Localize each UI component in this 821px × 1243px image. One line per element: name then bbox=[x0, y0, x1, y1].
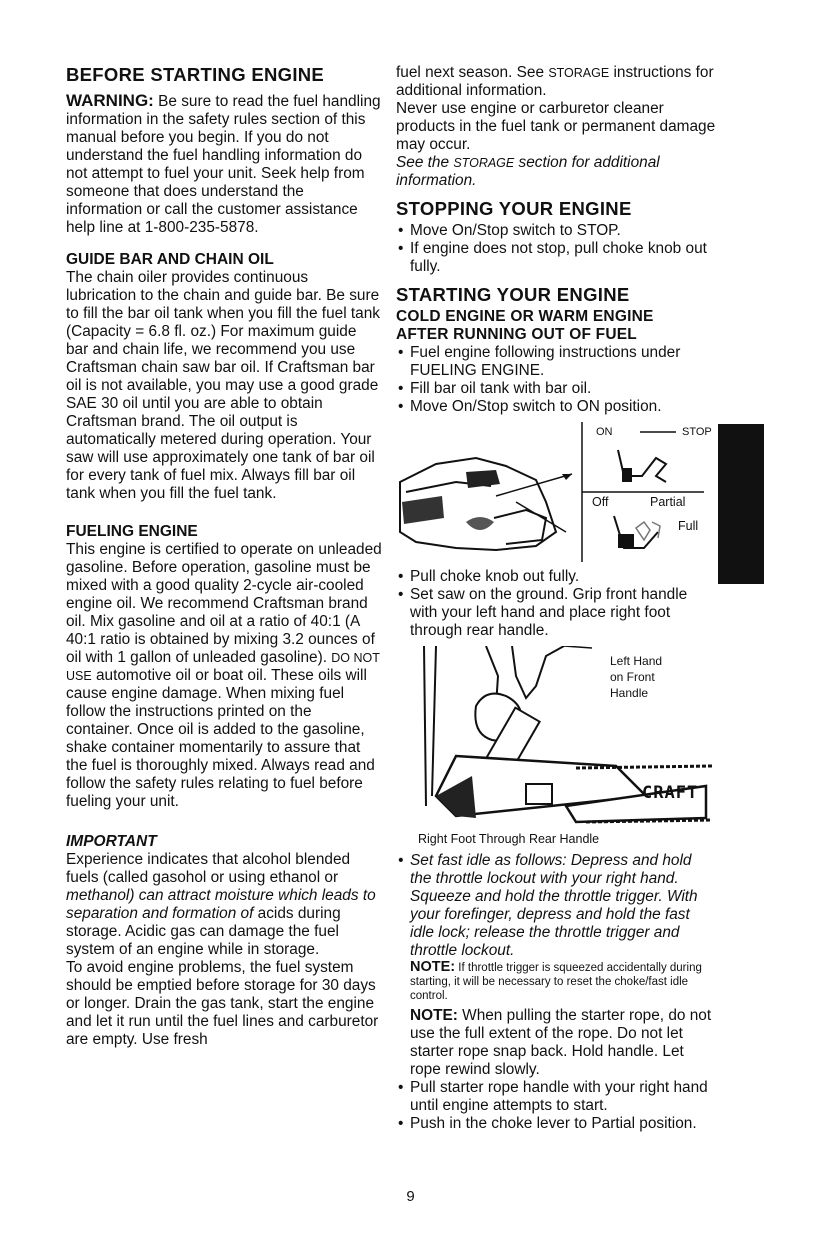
stop-label: STOP bbox=[682, 426, 712, 438]
fueling-text-b: automotive oil or boat oil. These oils will cause engine damage. When mixing fuel follow the instructions printed on the container. Once oil is added to the gasoline, shake container momentarily to assure that the fuel is thoroughly mixed. Always read and follow the safety rules relating to fuel before fueling your unit. bbox=[66, 667, 375, 810]
stopping-list bbox=[396, 222, 716, 276]
warning-paragraph bbox=[66, 92, 382, 237]
note-1 bbox=[396, 960, 716, 1003]
storage-ref: STORAGE bbox=[548, 66, 610, 80]
see-storage-paragraph bbox=[396, 154, 716, 190]
right-column bbox=[396, 64, 716, 1133]
final-list bbox=[396, 1079, 716, 1133]
grip-figure bbox=[416, 646, 716, 826]
fast-idle-item: • Set fast idle as follows: Depress and hold the throttle lockout with your right hand. Squeeze and hold the throttle trigger. With your forefinger, depress and hold the fast idle lock; release the throttle trigger and throttle lockout. bbox=[396, 852, 716, 960]
cold-item: • Fuel engine following instructions under FUELING ENGINE. bbox=[396, 344, 716, 380]
cont-text-b: instructions for additional information. bbox=[396, 64, 714, 99]
fast-idle-list bbox=[396, 852, 716, 960]
do-not-use-text: DO NOT USE bbox=[66, 651, 380, 683]
left-hand-label: Left Hand bbox=[610, 654, 663, 668]
pull-item: • Set saw on the ground. Grip front handle with your left hand and place right foot through rear handle. bbox=[396, 586, 716, 640]
never-use-text: Never use engine or carburetor cleaner products in the fuel tank or permanent damage may occur. bbox=[396, 100, 716, 153]
note-2-word: NOTE: bbox=[410, 1007, 458, 1024]
important-italic: methanol) can attract moisture which leads to separation and formation of bbox=[66, 887, 376, 922]
figure-caption: Right Foot Through Rear Handle bbox=[418, 832, 600, 846]
fueling-heading: FUELING ENGINE bbox=[66, 523, 198, 540]
see-text-a: See the bbox=[396, 154, 454, 171]
fueling-paragraph bbox=[66, 541, 382, 811]
warning-text: Be sure to read the fuel handling information in the safety rules section of this manual before you begin. If you do not understand the fuel handling information do not attempt to fuel your unit. Seek help from someone that does understand the information or call the customer assistance help line at 1-800-235-5878. bbox=[66, 93, 381, 236]
final-item: • Pull starter rope handle with your right hand until engine attempts to start. bbox=[396, 1079, 716, 1115]
note-2-text: When pulling the starter rope, do not use the full extent of the rope. Do not let starter rope snap back. Hold handle. Let rope rewind slowly. bbox=[410, 1007, 712, 1078]
switch-figure bbox=[396, 422, 716, 562]
stopping-heading: STOPPING YOUR ENGINE bbox=[396, 198, 632, 219]
full-label: Full bbox=[678, 519, 699, 533]
important-text-a: Experience indicates that alcohol blended fuels (called gasohol or using ethanol or bbox=[66, 851, 351, 886]
fueling-text-a: This engine is certified to operate on unleaded gasoline. Before operation, gasoline must be mixed with a good quality 2-cycle air-cooled engine oil. We recommend Craftsman brand oil. Mix gasoline and oil at a ratio of 40:1 (A 40:1 ratio is obtained by mixing 3.2 ounces of oil with 1 gallon of unleaded gasoline). bbox=[66, 541, 382, 666]
note-2 bbox=[396, 1007, 716, 1079]
important-paragraph bbox=[66, 851, 382, 959]
starting-heading: STARTING YOUR ENGINE bbox=[396, 284, 630, 305]
after-running-heading: AFTER RUNNING OUT OF FUEL bbox=[396, 326, 637, 343]
cold-engine-heading: COLD ENGINE OR WARM ENGINE bbox=[396, 308, 654, 325]
on-label: ON bbox=[596, 426, 613, 438]
page-number: 9 bbox=[406, 1188, 415, 1205]
guide-bar-heading: GUIDE BAR AND CHAIN OIL bbox=[66, 251, 274, 268]
handle-label: Handle bbox=[610, 686, 649, 700]
guide-bar-text: The chain oiler provides continuous lubrication to the chain and guide bar. Be sure to fill the bar oil tank when you fill the fuel tank (Capacity = 6.8 fl. oz.) For maximum guide bar and chain life, we recommend you use Craftsman chain saw bar oil. If Craftsman bar oil is not available, you may use a good grade SAE 30 oil until you are able to obtain Craftsman brand. The oil output is automatically metered during operation. Your saw will use approximately one tank of bar oil for every tank of fuel mix. Always fill bar oil tank when you fill the fuel tank. bbox=[66, 269, 380, 502]
continued-paragraph bbox=[396, 64, 716, 100]
final-item: • Push in the choke lever to Partial position. bbox=[396, 1115, 716, 1133]
storage-ref-2: STORAGE bbox=[453, 156, 515, 170]
cont-text-a: fuel next season. See bbox=[396, 64, 549, 81]
partial-label: Partial bbox=[650, 495, 686, 509]
off-label: Off bbox=[592, 495, 609, 509]
stopping-item: • Move On/Stop switch to STOP. bbox=[396, 222, 716, 240]
note-1-text: If throttle trigger is squeezed accidentally during starting, it will be necessary to reset the choke/fast idle control. bbox=[410, 962, 702, 1002]
pull-choke-list bbox=[396, 568, 716, 640]
avoid-problems-text: To avoid engine problems, the fuel system should be emptied before storage for 30 days or longer. Drain the gas tank, start the engine and let it run until the fuel lines and carburetor are empty. Use fresh bbox=[66, 959, 379, 1048]
cold-item: • Move On/Stop switch to ON position. bbox=[396, 398, 716, 416]
important-heading: IMPORTANT bbox=[66, 833, 157, 850]
warning-word: WARNING: bbox=[66, 91, 154, 110]
chainsaw-switch-illustration bbox=[396, 422, 716, 562]
important-text-b: acids during storage. Acidic gas can damage the fuel system of an engine while in storage. bbox=[66, 905, 341, 958]
section-tab bbox=[718, 424, 764, 584]
left-column bbox=[66, 64, 382, 1049]
pull-item: • Pull choke knob out fully. bbox=[396, 568, 716, 586]
see-text-b: section for additional information. bbox=[396, 154, 660, 189]
note-1-word: NOTE: bbox=[410, 959, 456, 975]
on-front-label: on Front bbox=[610, 670, 655, 684]
before-starting-heading: BEFORE STARTING ENGINE bbox=[66, 64, 325, 85]
stopping-item: • If engine does not stop, pull choke knob out fully. bbox=[396, 240, 716, 276]
cold-item: • Fill bar oil tank with bar oil. bbox=[396, 380, 716, 398]
brand-logo: CRAFT bbox=[642, 783, 699, 803]
cold-engine-list bbox=[396, 344, 716, 416]
